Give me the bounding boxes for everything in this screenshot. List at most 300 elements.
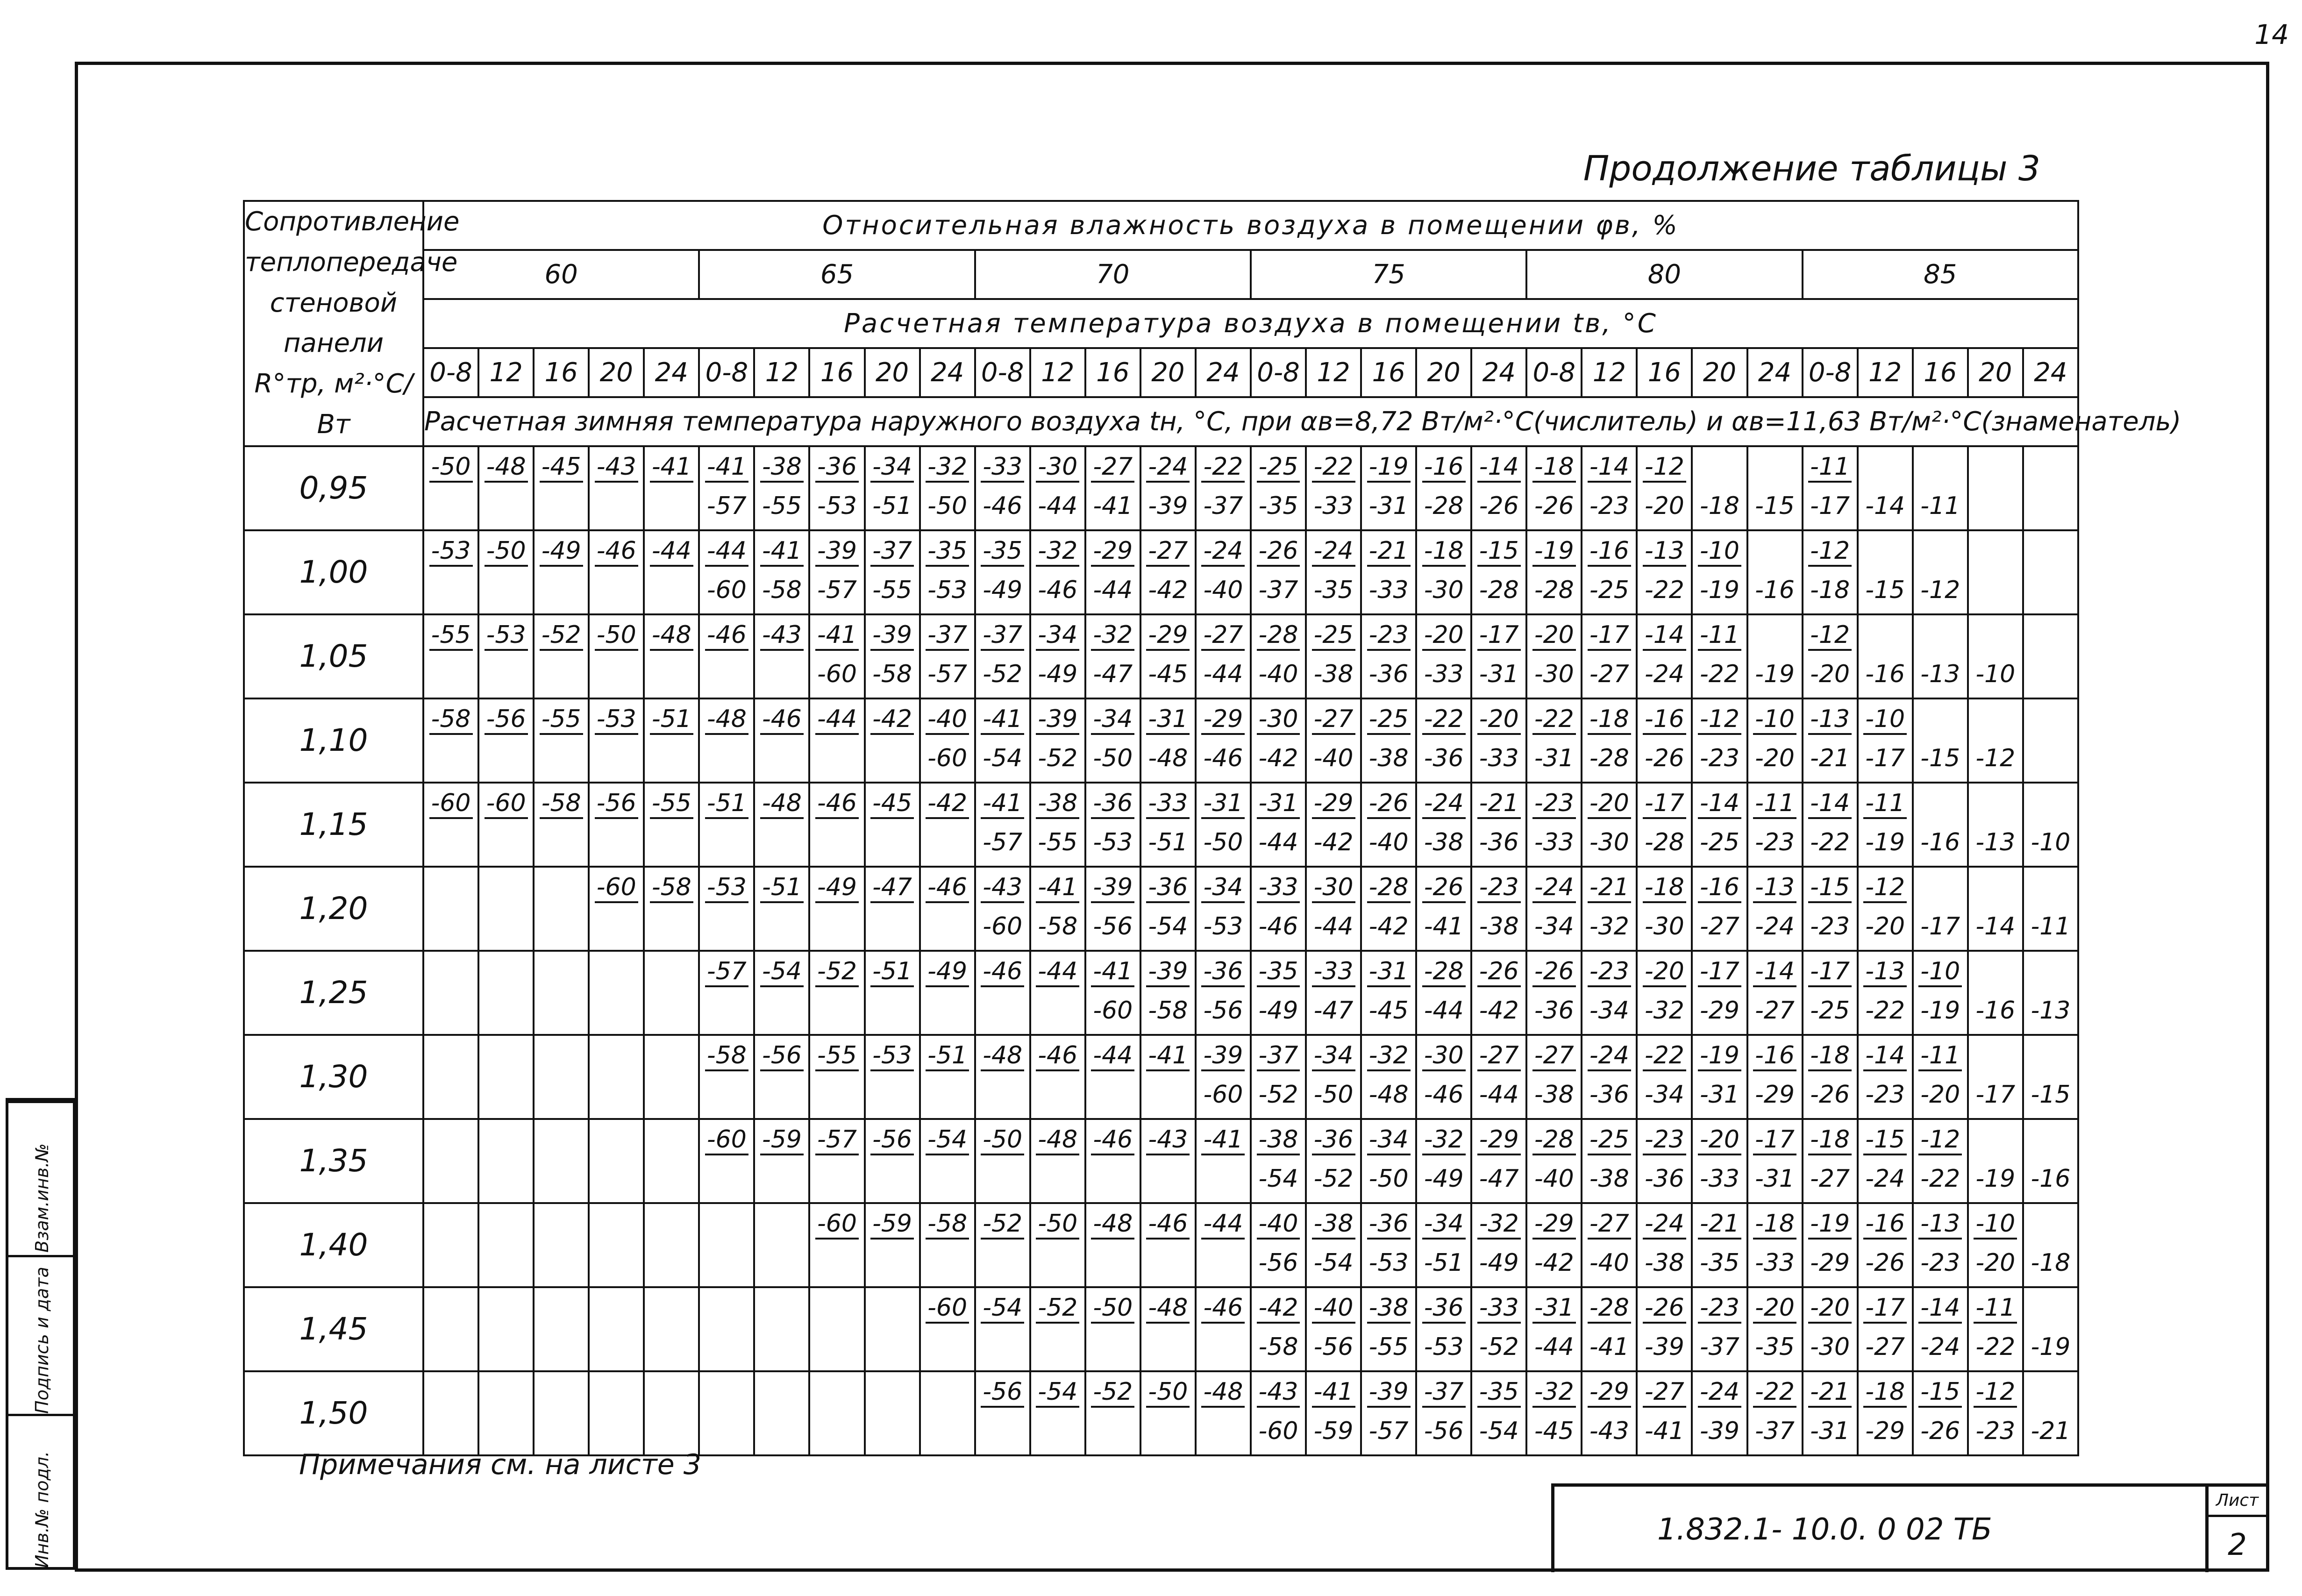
temperature-cell (1858, 446, 1913, 530)
denominator (866, 907, 919, 946)
denominator: -21 (1810, 744, 1850, 772)
temperature-cell (1361, 867, 1416, 951)
indoor-temp: 16 (1913, 348, 1968, 397)
denominator: -38 (1534, 1080, 1574, 1109)
numerator: -34 (1362, 1120, 1415, 1159)
denominator: -55 (1368, 1332, 1409, 1361)
denominator (424, 570, 478, 610)
denominator (535, 907, 588, 946)
numerator (424, 1120, 478, 1159)
temperature-cell (1968, 1371, 2023, 1455)
denominator (1197, 1327, 1250, 1367)
resistance-value: 1,45 (244, 1287, 423, 1371)
temperature-cell (1526, 1119, 1582, 1203)
denominator (755, 823, 808, 862)
numerator: -21 (1803, 1372, 1857, 1411)
numerator: -20 (1693, 1120, 1746, 1159)
denominator (700, 991, 753, 1030)
denominator: -54 (1148, 912, 1188, 940)
denominator: -27 (1700, 912, 1739, 940)
temperature-cell (865, 867, 920, 951)
temperature-cell (1361, 1203, 1416, 1287)
denominator (1141, 1159, 1195, 1198)
numerator: -26 (1638, 1288, 1691, 1327)
numerator: -28 (1362, 868, 1415, 907)
denominator: -42 (1313, 828, 1354, 856)
numerator: -54 (755, 952, 808, 991)
temperature-cell (1637, 951, 1692, 1035)
numerator: -14 (1803, 784, 1857, 823)
temperature-cell (1747, 530, 1803, 614)
temperature-cell (920, 783, 975, 867)
denominator: -37 (1203, 492, 1243, 520)
numerator: -44 (645, 531, 698, 570)
temperature-cell (1968, 530, 2023, 614)
denominator: -46 (1258, 912, 1298, 940)
indoor-temp: 16 (809, 348, 864, 397)
denominator: -58 (872, 660, 912, 688)
temperature-cell (423, 1287, 478, 1371)
temperature-cell (865, 1203, 920, 1287)
temperature-cell (1251, 614, 1306, 698)
temperature-cell (1858, 1287, 1913, 1371)
denominator: -20 (1865, 912, 1905, 940)
temperature-cell (975, 530, 1030, 614)
numerator: -42 (1252, 1288, 1305, 1327)
temperature-cell (423, 951, 478, 1035)
denominator (2024, 739, 2077, 778)
numerator: -34 (1086, 699, 1140, 739)
temperature-cell (1526, 1035, 1582, 1119)
numerator: -12 (1803, 615, 1857, 655)
numerator: -18 (1859, 1372, 1912, 1411)
side-text-2: Подпись и дата (32, 1267, 52, 1414)
numerator: -18 (1527, 447, 1581, 486)
temperature-cell (1196, 783, 1251, 867)
temperature-cell (1416, 530, 1471, 614)
numerator (590, 1036, 643, 1075)
denominator: -36 (1368, 660, 1409, 688)
temperature-cell (754, 951, 809, 1035)
numerator: -26 (1472, 952, 1525, 991)
denominator: -35 (1313, 576, 1354, 604)
temperature-cell (1637, 1035, 1692, 1119)
temperature-cell (534, 1287, 589, 1371)
numerator (1969, 531, 2022, 570)
denominator: -22 (1810, 828, 1850, 856)
denominator: -56 (1313, 1332, 1354, 1361)
denominator: -28 (1534, 576, 1574, 604)
denominator: -55 (1038, 828, 1078, 856)
denominator: -41 (1424, 912, 1464, 940)
temperature-cell (1196, 446, 1251, 530)
numerator: -41 (755, 531, 808, 570)
temperature-cell (699, 783, 754, 867)
denominator: -46 (1203, 744, 1243, 772)
numerator: -50 (424, 447, 478, 486)
temperature-cell (478, 530, 534, 614)
numerator: -27 (1638, 1372, 1691, 1411)
numerator (2024, 1120, 2077, 1159)
temperature-cell (534, 951, 589, 1035)
denominator: -25 (1810, 996, 1850, 1025)
denominator: -53 (1368, 1248, 1409, 1277)
denominator: -24 (1865, 1164, 1905, 1193)
denominator: -38 (1589, 1164, 1629, 1193)
numerator: -13 (1859, 952, 1912, 991)
denominator: -60 (1093, 996, 1133, 1025)
denominator: -54 (983, 744, 1023, 772)
denominator: -22 (1700, 660, 1739, 688)
denominator (810, 1411, 863, 1451)
numerator: -10 (1748, 699, 1802, 739)
numerator: -24 (1693, 1372, 1746, 1411)
denominator: -54 (1479, 1417, 1519, 1445)
denominator (535, 991, 588, 1030)
denominator: -13 (1975, 828, 2016, 856)
numerator (479, 952, 533, 991)
temperature-cell (1637, 614, 1692, 698)
denominator (921, 1159, 974, 1198)
temperature-cell (1416, 1287, 1471, 1371)
temperature-cell (1637, 698, 1692, 783)
numerator: -22 (1197, 447, 1250, 486)
denominator: -52 (1313, 1164, 1354, 1193)
denominator: -12 (1920, 576, 1960, 604)
temperature-cell (423, 867, 478, 951)
numerator: -30 (1252, 699, 1305, 739)
denominator: -31 (1534, 744, 1574, 772)
temperature-cell (1416, 867, 1471, 951)
numerator (479, 868, 533, 907)
temperature-cell (865, 1371, 920, 1455)
temperature-cell (478, 698, 534, 783)
temperature-cell (1361, 614, 1416, 698)
denominator: -33 (1368, 576, 1409, 604)
numerator: -41 (1307, 1372, 1360, 1411)
numerator (1859, 447, 1912, 486)
denominator: -34 (1534, 912, 1574, 940)
denominator: -42 (1258, 744, 1298, 772)
denominator: -20 (1975, 1248, 2016, 1277)
denominator (976, 1327, 1029, 1367)
numerator (755, 1204, 808, 1243)
denominator (590, 1243, 643, 1282)
denominator: -58 (1038, 912, 1078, 940)
numerator: -20 (1803, 1288, 1857, 1327)
temperature-cell (534, 1119, 589, 1203)
temperature-cell (699, 867, 754, 951)
temperature-cell (1526, 951, 1582, 1035)
denominator (1031, 1075, 1084, 1114)
resistance-value: 0,95 (244, 446, 423, 530)
temperature-cell (1416, 698, 1471, 783)
numerator: -33 (1141, 784, 1195, 823)
numerator (645, 1288, 698, 1327)
temperature-cell (920, 1203, 975, 1287)
temperature-cell (1803, 951, 1858, 1035)
numerator: -24 (1197, 531, 1250, 570)
numerator: -24 (1307, 531, 1360, 570)
temperature-cell (1471, 446, 1526, 530)
numerator (810, 1372, 863, 1411)
temperature-cell (1637, 783, 1692, 867)
numerator: -16 (1582, 531, 1636, 570)
numerator (755, 1372, 808, 1411)
numerator: -15 (1472, 531, 1525, 570)
numerator: -41 (1141, 1036, 1195, 1075)
temperature-cell (1913, 1371, 1968, 1455)
denominator: -33 (1424, 660, 1464, 688)
numerator: -34 (1031, 615, 1084, 655)
side-cell (8, 1414, 73, 1570)
denominator (976, 1411, 1029, 1451)
numerator: -20 (1638, 952, 1691, 991)
denominator (535, 823, 588, 862)
numerator: -11 (1914, 1036, 1967, 1075)
temperature-cell (1858, 1203, 1913, 1287)
denominator: -55 (762, 492, 802, 520)
numerator: -29 (1472, 1120, 1525, 1159)
temperature-cell (1030, 783, 1085, 867)
numerator (535, 868, 588, 907)
denominator: -22 (1865, 996, 1905, 1025)
numerator: -23 (1582, 952, 1636, 991)
numerator: -23 (1527, 784, 1581, 823)
temperature-cell (1251, 1119, 1306, 1203)
temperature-cell (1471, 1119, 1526, 1203)
denominator: -27 (1589, 660, 1629, 688)
denominator (1031, 1411, 1084, 1451)
temperature-cell (644, 951, 699, 1035)
numerator: -49 (535, 531, 588, 570)
denominator (866, 1243, 919, 1282)
numerator: -31 (1362, 952, 1415, 991)
numerator: -41 (1031, 868, 1084, 907)
temperature-cell (1085, 867, 1140, 951)
denominator (921, 823, 974, 862)
temperature-cell (1526, 446, 1582, 530)
temperature-cell (1306, 783, 1361, 867)
temperature-cell (809, 1119, 864, 1203)
numerator: -44 (1086, 1036, 1140, 1075)
denominator (424, 1075, 478, 1114)
numerator: -59 (755, 1120, 808, 1159)
numerator: -31 (1527, 1288, 1581, 1327)
temperature-cell (1692, 1371, 1747, 1455)
temperature-cell (1030, 951, 1085, 1035)
numerator: -31 (1252, 784, 1305, 823)
numerator: -18 (1803, 1120, 1857, 1159)
temperature-cell (2023, 951, 2078, 1035)
denominator: -44 (1534, 1332, 1574, 1361)
temperature-cell (865, 783, 920, 867)
temperature-cell (1416, 783, 1471, 867)
temperature-cell (699, 1371, 754, 1455)
numerator: -39 (866, 615, 919, 655)
temperature-cell (1913, 783, 1968, 867)
temperature-cell (1803, 1371, 1858, 1455)
numerator (645, 1372, 698, 1411)
numerator: -17 (1582, 615, 1636, 655)
temperature-cell (809, 1287, 864, 1371)
denominator: -16 (1975, 996, 2016, 1025)
denominator: -55 (872, 576, 912, 604)
denominator: -38 (1644, 1248, 1684, 1277)
temperature-cell (2023, 614, 2078, 698)
denominator: -60 (706, 576, 747, 604)
temperature-cell (644, 1203, 699, 1287)
denominator (810, 1243, 863, 1282)
indoor-temp: 16 (534, 348, 589, 397)
temperature-cell (975, 1287, 1030, 1371)
temperature-cell (2023, 1035, 2078, 1119)
temperature-cell (1471, 698, 1526, 783)
numerator: -53 (866, 1036, 919, 1075)
temperature-cell (1251, 446, 1306, 530)
temperature-cell (1692, 1035, 1747, 1119)
denominator (479, 1075, 533, 1114)
denominator (645, 907, 698, 946)
indoor-temp: 0-8 (1803, 348, 1858, 397)
numerator: -14 (1914, 1288, 1967, 1327)
denominator (424, 655, 478, 694)
temperature-cell (809, 867, 864, 951)
denominator (921, 1411, 974, 1451)
numerator (590, 952, 643, 991)
denominator: -18 (2031, 1248, 2071, 1277)
temperature-cell (1803, 1119, 1858, 1203)
numerator: -38 (1307, 1204, 1360, 1243)
numerator (645, 1036, 698, 1075)
denominator: -36 (1479, 828, 1519, 856)
denominator (590, 1327, 643, 1367)
numerator: -42 (921, 784, 974, 823)
temperature-cell (1196, 614, 1251, 698)
temperature-cell (1747, 614, 1803, 698)
denominator: -18 (1700, 492, 1739, 520)
denominator: -53 (1203, 912, 1243, 940)
temperature-cell (920, 1119, 975, 1203)
table-row (244, 1287, 2078, 1371)
numerator (2024, 615, 2077, 655)
temperature-cell (1416, 951, 1471, 1035)
temperature-cell (920, 446, 975, 530)
numerator: -27 (1197, 615, 1250, 655)
numerator: -15 (1859, 1120, 1912, 1159)
temperature-cell (1140, 1371, 1196, 1455)
temperature-cell (809, 614, 864, 698)
numerator: -36 (1197, 952, 1250, 991)
denominator (645, 570, 698, 610)
notes: Примечания см. на листе 3 (299, 1448, 701, 1481)
denominator: -23 (1975, 1417, 2016, 1445)
temperature-cell (1306, 1035, 1361, 1119)
denominator: -13 (2031, 996, 2071, 1025)
denominator (976, 991, 1029, 1030)
indoor-temp: 12 (1030, 348, 1085, 397)
numerator: -39 (1086, 868, 1140, 907)
temperature-cell (699, 1287, 754, 1371)
denominator (810, 907, 863, 946)
temperature-cell (1085, 1287, 1140, 1371)
numerator: -19 (1527, 531, 1581, 570)
temperature-cell (1803, 867, 1858, 951)
numerator: -14 (1748, 952, 1802, 991)
temperature-cell (1526, 698, 1582, 783)
denominator (645, 1159, 698, 1198)
numerator: -52 (1086, 1372, 1140, 1411)
temperature-cell (1803, 614, 1858, 698)
numerator: -50 (479, 531, 533, 570)
numerator (535, 1036, 588, 1075)
temperature-cell (1858, 783, 1913, 867)
denominator: -24 (1644, 660, 1684, 688)
numerator: -16 (1859, 1204, 1912, 1243)
denominator: -44 (1203, 660, 1243, 688)
indoor-temp: 0-8 (975, 348, 1030, 397)
temperature-cell (1416, 1203, 1471, 1287)
numerator: -24 (1417, 784, 1470, 823)
denominator (700, 655, 753, 694)
denominator (424, 486, 478, 526)
numerator: -32 (1031, 531, 1084, 570)
temperature-cell (423, 1203, 478, 1287)
denominator (479, 823, 533, 862)
table-row (244, 951, 2078, 1035)
temperature-cell (865, 530, 920, 614)
table-row (244, 1035, 2078, 1119)
denominator (921, 1075, 974, 1114)
numerator: -32 (1527, 1372, 1581, 1411)
denominator: -16 (1920, 828, 1960, 856)
numerator: -36 (1307, 1120, 1360, 1159)
temperature-cell (1085, 1371, 1140, 1455)
numerator: -43 (976, 868, 1029, 907)
denominator: -40 (1589, 1248, 1629, 1277)
temperature-cell (1030, 867, 1085, 951)
temperature-cell (809, 1035, 864, 1119)
denominator (700, 907, 753, 946)
numerator: -58 (645, 868, 698, 907)
temperature-cell (920, 530, 975, 614)
indoor-temp: 24 (644, 348, 699, 397)
denominator: -16 (2031, 1164, 2071, 1193)
numerator: -18 (1582, 699, 1636, 739)
numerator: -43 (755, 615, 808, 655)
numerator: -32 (1472, 1204, 1525, 1243)
denominator (1086, 1411, 1140, 1451)
numerator: -34 (1307, 1036, 1360, 1075)
denominator: -23 (1810, 912, 1850, 940)
denominator: -21 (2031, 1417, 2071, 1445)
sheet-label: Лист (2209, 1487, 2266, 1517)
numerator: -10 (1693, 531, 1746, 570)
temperature-cell (1858, 1119, 1913, 1203)
temperature-cell (423, 698, 478, 783)
numerator (535, 952, 588, 991)
numerator: -27 (1141, 531, 1195, 570)
denominator (1086, 1075, 1140, 1114)
denominator: -40 (1203, 576, 1243, 604)
resistance-value: 1,30 (244, 1035, 423, 1119)
title-block (1551, 1483, 2205, 1572)
denominator: -56 (1258, 1248, 1298, 1277)
numerator: -29 (1141, 615, 1195, 655)
temperature-cell (1416, 446, 1471, 530)
temperature-cell (1085, 951, 1140, 1035)
numerator: -46 (700, 615, 753, 655)
